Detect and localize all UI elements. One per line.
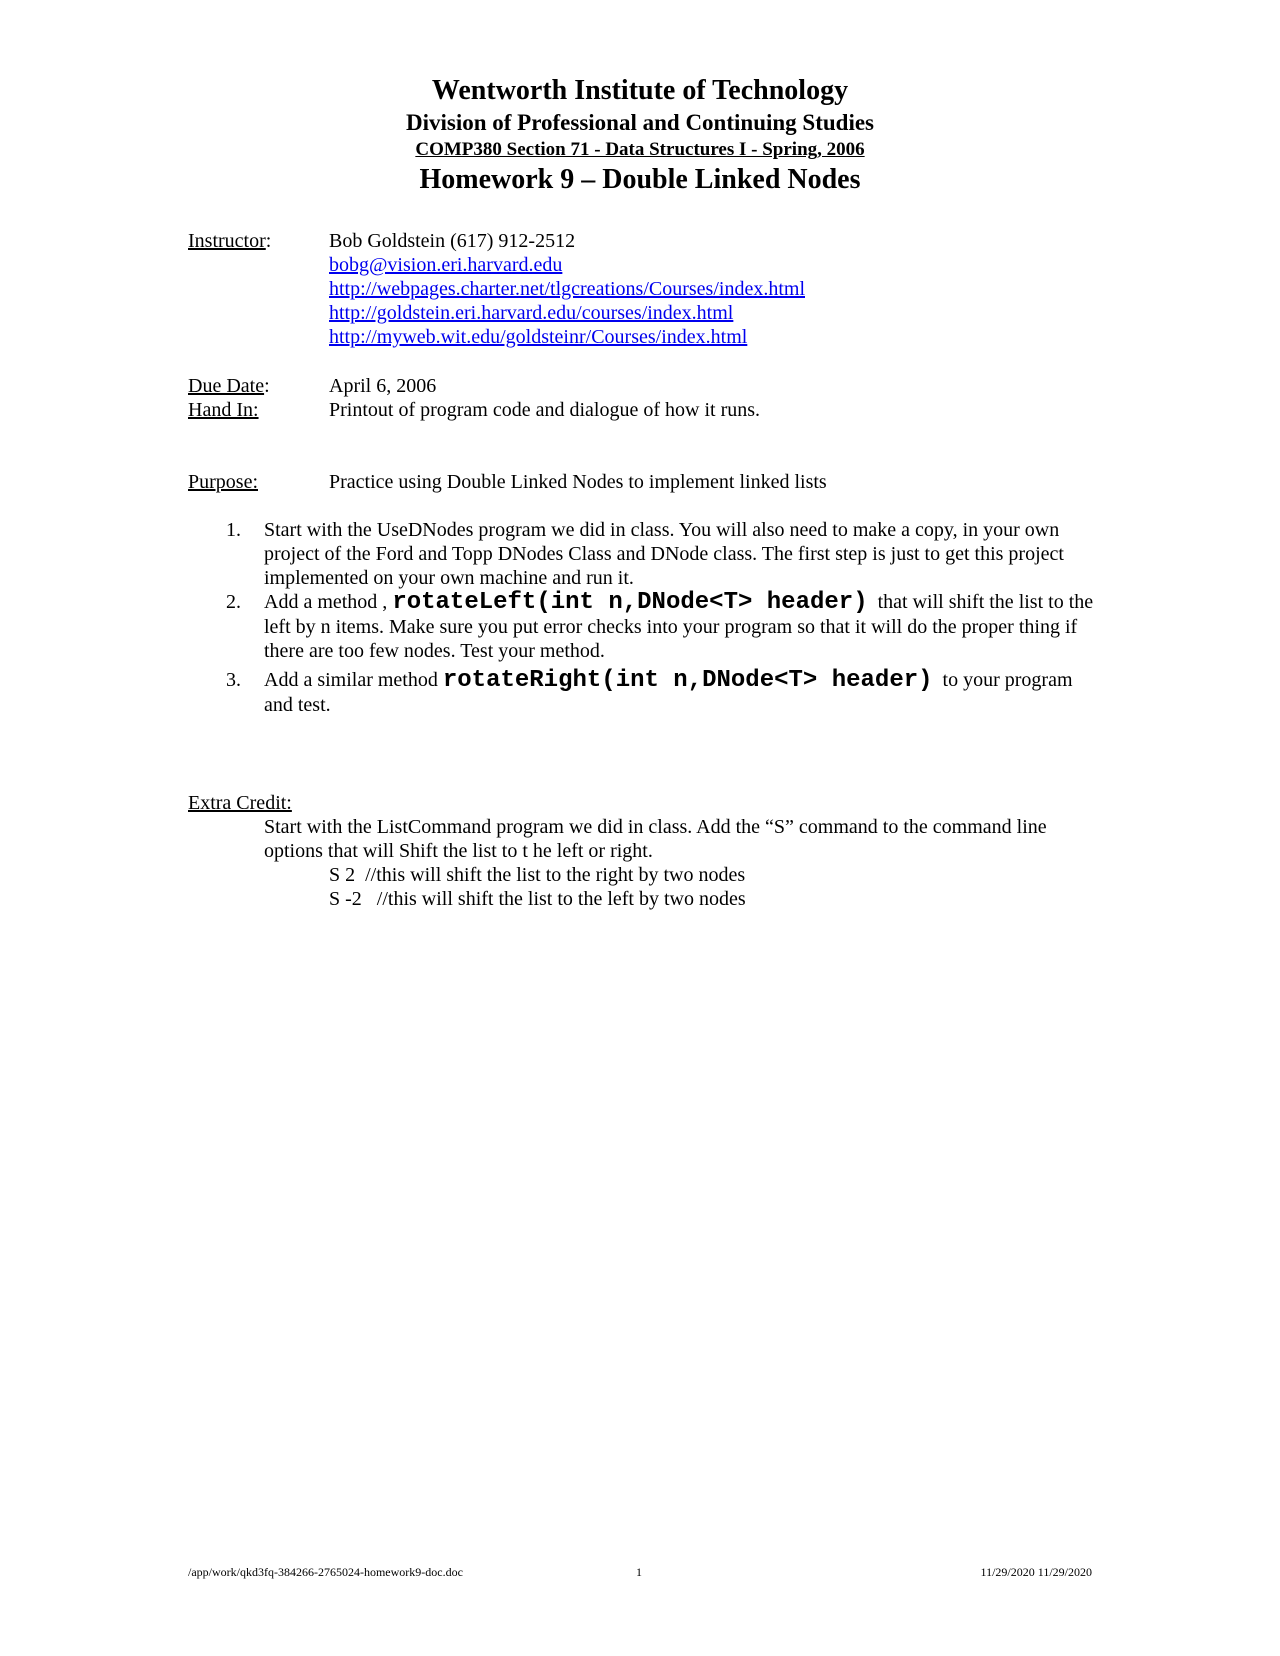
code-signature: rotateLeft(int n,DNode<T> header) <box>392 589 868 616</box>
course-link-2 <box>329 301 733 325</box>
due-date-value: April 6, 2006 <box>329 375 437 397</box>
footer-page-number: 1 <box>636 1565 642 1579</box>
course-title: COMP380 Section 71 - Data Structures I - Spring, 2006 <box>415 139 865 160</box>
footer-file-path: /app/work/qkd3fq-384266-2765024-homework9-doc.doc <box>188 1565 463 1579</box>
purpose-label: Purpose: <box>188 471 258 493</box>
task-number: 3. <box>226 669 241 691</box>
course-link-3 <box>329 325 747 349</box>
task-text: Add a method , rotateLeft(int n,DNode<T> header) that will shift the list to the left by n items. Make sure you put error checks into your program so that it will do the proper thing if there are too few nodes. Test your method. <box>264 589 1094 662</box>
task-number: 1. <box>226 519 241 541</box>
extra-credit-command-2: S -2 //this will shift the list to the left by two nodes <box>329 888 746 910</box>
purpose-value: Practice using Double Linked Nodes to implement linked lists <box>329 471 827 493</box>
document-header <box>0 74 1280 197</box>
hand-in-label: Hand In: <box>188 399 259 421</box>
course-link-wit[interactable]: http://myweb.wit.edu/goldsteinr/Courses/index.html <box>329 326 748 348</box>
task-number: 2. <box>226 591 241 613</box>
institute-title: Wentworth Institute of Technology <box>431 75 849 106</box>
instructor-email-link[interactable]: bobg@vision.eri.harvard.edu <box>329 254 563 276</box>
course-link-1 <box>329 277 805 301</box>
division-title: Division of Professional and Continuing Studies <box>406 110 874 135</box>
due-date-label: Due Date: <box>188 375 270 397</box>
hand-in-value: Printout of program code and dialogue of how it runs. <box>329 399 761 421</box>
extra-credit-command-1: S 2 //this will shift the list to the right by two nodes <box>329 864 746 886</box>
course-link-charter[interactable]: http://webpages.charter.net/tlgcreations/Courses/index.html <box>329 278 805 300</box>
course-link-harvard[interactable]: http://goldstein.eri.harvard.edu/courses/index.html <box>329 302 734 324</box>
code-signature: rotateRight(int n,DNode<T> header) <box>442 667 933 694</box>
homework-title: Homework 9 – Double Linked Nodes <box>419 164 861 195</box>
instructor-name-phone: Bob Goldstein (617) 912-2512 <box>329 230 576 252</box>
extra-credit-text: Start with the ListCommand program we did in class. Add the “S” command to the command line options that will Shift the list to t he left or right. <box>264 816 1047 862</box>
extra-credit-label: Extra Credit: <box>188 792 292 814</box>
task-text: Start with the UseDNodes program we did in class. You will also need to make a copy, in your own project of the Ford and Topp DNodes Class and DNode class. The first step is just to get this project implemented on your own machine and run it. <box>264 519 1064 589</box>
instructor-label: Instructor: <box>188 230 272 252</box>
footer-dates: 11/29/2020 11/29/2020 <box>980 1565 1092 1579</box>
instructor-email <box>329 253 562 277</box>
task-text: Add a similar method rotateRight(int n,DNode<T> header) to your program and test. <box>264 667 1073 716</box>
